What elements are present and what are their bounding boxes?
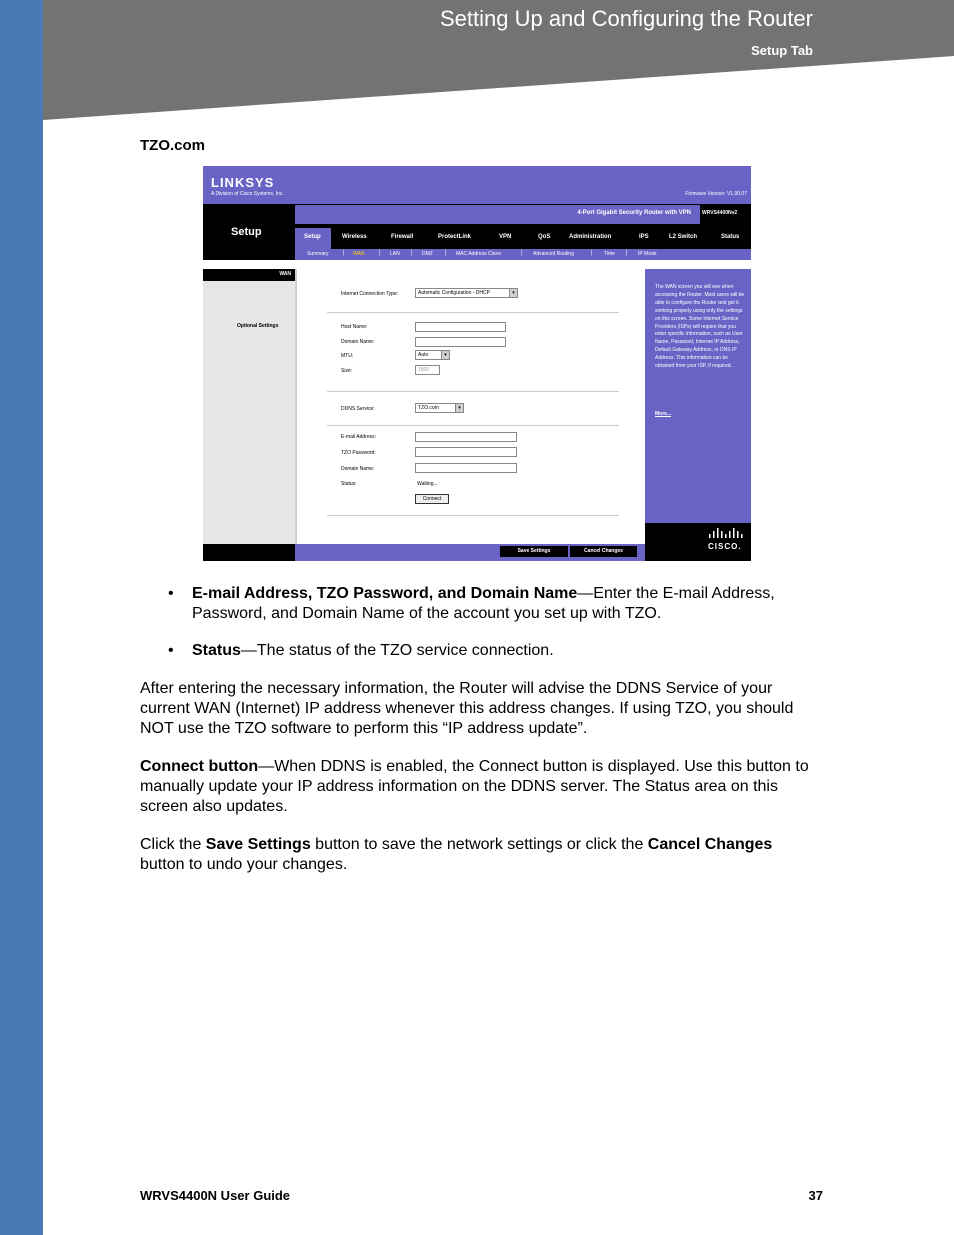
subnav-separator: | [445, 250, 447, 256]
nav-tab-l2switch[interactable]: L2 Switch [669, 234, 698, 240]
footer-guide-title: WRVS4400N User Guide [140, 1188, 291, 1203]
chevron-down-icon: ▾ [509, 289, 517, 297]
subnav-ip-mode[interactable]: IP Mode [638, 251, 657, 257]
bullet-marker: • [168, 642, 174, 659]
nav-tab-status[interactable]: Status [721, 234, 740, 240]
para-bold: Save Settings [205, 836, 311, 853]
bullet-bold: Status [192, 642, 241, 659]
nav-tab-ips[interactable]: IPS [639, 234, 649, 240]
size-input[interactable]: 1500 [415, 365, 440, 375]
mtu-label: MTU: [341, 353, 354, 359]
nav-tab-qos[interactable]: QoS [538, 234, 551, 240]
nav-tab-wireless[interactable]: Wireless [342, 234, 367, 240]
bullet-text: —Enter the E-mail Address, Password, and Domain Name of the account you set up with TZO. [192, 585, 775, 622]
para-text: button to save the network settings or click the [310, 836, 648, 853]
product-name: 4-Port Gigabit Security Router with VPN [577, 210, 691, 216]
paragraph-connect-button [140, 757, 820, 817]
para-text: Click the [140, 836, 206, 853]
nav-tab-firewall[interactable]: Firewall [391, 234, 414, 240]
nav-tab-protectlink[interactable]: ProtectLink [438, 234, 472, 240]
subnav-separator: | [379, 250, 381, 256]
conn-type-select[interactable] [415, 288, 518, 298]
email-input[interactable] [415, 432, 517, 442]
domain-name2-input[interactable] [415, 463, 517, 473]
domain-name2-label: Domain Name: [341, 466, 375, 472]
subnav-summary[interactable]: Summary [307, 251, 329, 257]
subnav-wan[interactable]: WAN [353, 251, 365, 257]
wan-header-label: WAN [279, 271, 291, 277]
divider [327, 425, 619, 426]
mtu-select[interactable] [415, 350, 450, 360]
left-gray-panel [203, 281, 295, 544]
nav-tab-setup[interactable]: Setup [304, 234, 321, 240]
divider [327, 391, 619, 392]
tzo-password-label: TZO Password: [341, 450, 376, 456]
bullet-marker: • [168, 585, 174, 602]
left-color-bar [0, 0, 43, 1235]
bullet-email-password-domain [192, 584, 812, 624]
conn-type-label: Internet Connection Type: [341, 291, 399, 297]
bullet-bold: E-mail Address, TZO Password, and Domain Name [192, 585, 578, 602]
status-value: Waiting... [417, 481, 438, 487]
subnav-advanced-routing[interactable]: Advanced Routing [533, 251, 574, 257]
email-label: E-mail Address: [341, 434, 377, 440]
subnav-separator: | [343, 250, 345, 256]
screenshot-top-bar [203, 166, 751, 204]
footer-page-number: 37 [808, 1188, 823, 1203]
domain-name-input[interactable] [415, 337, 506, 347]
chevron-down-icon: ▾ [455, 404, 463, 412]
paragraph-save-cancel [140, 835, 820, 875]
cisco-logo-icon [708, 528, 744, 540]
size-label: Size: [341, 368, 353, 374]
linksys-logo: LINKSYS [211, 175, 275, 190]
bullet-status [192, 641, 812, 661]
paragraph-after-entering: After entering the necessary information, the Router will advise the DDNS Service of your current WAN (Internet) IP address whenever this address changes. If using TZO, you should NOT use the TZO software to perform this “IP address update”. [140, 680, 794, 737]
para-text: button to undo your changes. [140, 856, 348, 873]
ddns-service-label: DDNS Service: [341, 406, 375, 412]
para-bold: Cancel Changes [647, 836, 773, 853]
conn-type-value: Automatic Configuration - DHCP [418, 290, 490, 296]
subnav-lan[interactable]: LAN [390, 251, 400, 257]
router-screenshot [203, 166, 751, 561]
para-text: —When DDNS is enabled, the Connect button is displayed. Use this button to manually update your IP address information on the DDNS server. The Status area on this screen also updates. [140, 758, 809, 815]
host-name-label: Host Name: [341, 324, 368, 330]
left-panel-border [295, 269, 297, 544]
header-subtitle: Setup Tab [751, 43, 813, 58]
save-settings-button[interactable]: Save Settings [500, 546, 568, 557]
section-title: TZO.com [140, 137, 206, 154]
setup-label: Setup [231, 226, 262, 238]
subnav-separator: | [626, 250, 628, 256]
bottom-left-block [203, 544, 295, 561]
cancel-changes-button[interactable]: Cancel Changes [570, 546, 637, 557]
subnav-mac-clone[interactable]: MAC Address Clone [456, 251, 502, 257]
firmware-version: Firmware Version: V1.00.07 [685, 191, 747, 197]
logo-subtitle: A Division of Cisco Systems, Inc. [211, 191, 284, 197]
chevron-down-icon: ▾ [441, 351, 449, 359]
host-name-input[interactable] [415, 322, 506, 332]
tzo-password-input[interactable] [415, 447, 517, 457]
help-more-link[interactable]: More... [655, 411, 672, 417]
cisco-wordmark: CISCO. [708, 542, 742, 551]
mtu-value: Auto [418, 352, 429, 358]
domain-name-label: Domain Name: [341, 339, 375, 345]
bullet-text: —The status of the TZO service connection. [240, 642, 554, 659]
subnav-time[interactable]: Time [604, 251, 615, 257]
ddns-service-value: TZO.com [418, 405, 439, 411]
subnav-separator: | [591, 250, 593, 256]
subnav-separator: | [521, 250, 523, 256]
header-title: Setting Up and Configuring the Router [439, 6, 813, 31]
status-label: Status: [341, 481, 357, 487]
help-text: The WAN screen you will see when accessing the Router. Most users will be able to configure the Router and get it working properly using only the settings on this screen. Some Internet Service Providers (ISPs) will require that you enter specific information, such as User Name, Password, Internet IP Address, Default Gateway Address, or DNS IP Address. This information can be obtained from your ISP, if required. [655, 284, 745, 370]
divider [327, 515, 619, 516]
nav-tab-vpn[interactable]: VPN [499, 234, 512, 240]
divider [327, 312, 619, 313]
subnav-dmz[interactable]: DMZ [422, 251, 433, 257]
nav-tab-administration[interactable]: Administration [569, 234, 612, 240]
subnav-separator: | [411, 250, 413, 256]
para-bold: Connect button [140, 758, 259, 775]
ddns-service-select[interactable] [415, 403, 464, 413]
optional-settings-label: Optional Settings [237, 323, 279, 329]
model-name: WRVS4400Nv2 [702, 210, 738, 216]
connect-button[interactable]: Connect [415, 494, 449, 504]
